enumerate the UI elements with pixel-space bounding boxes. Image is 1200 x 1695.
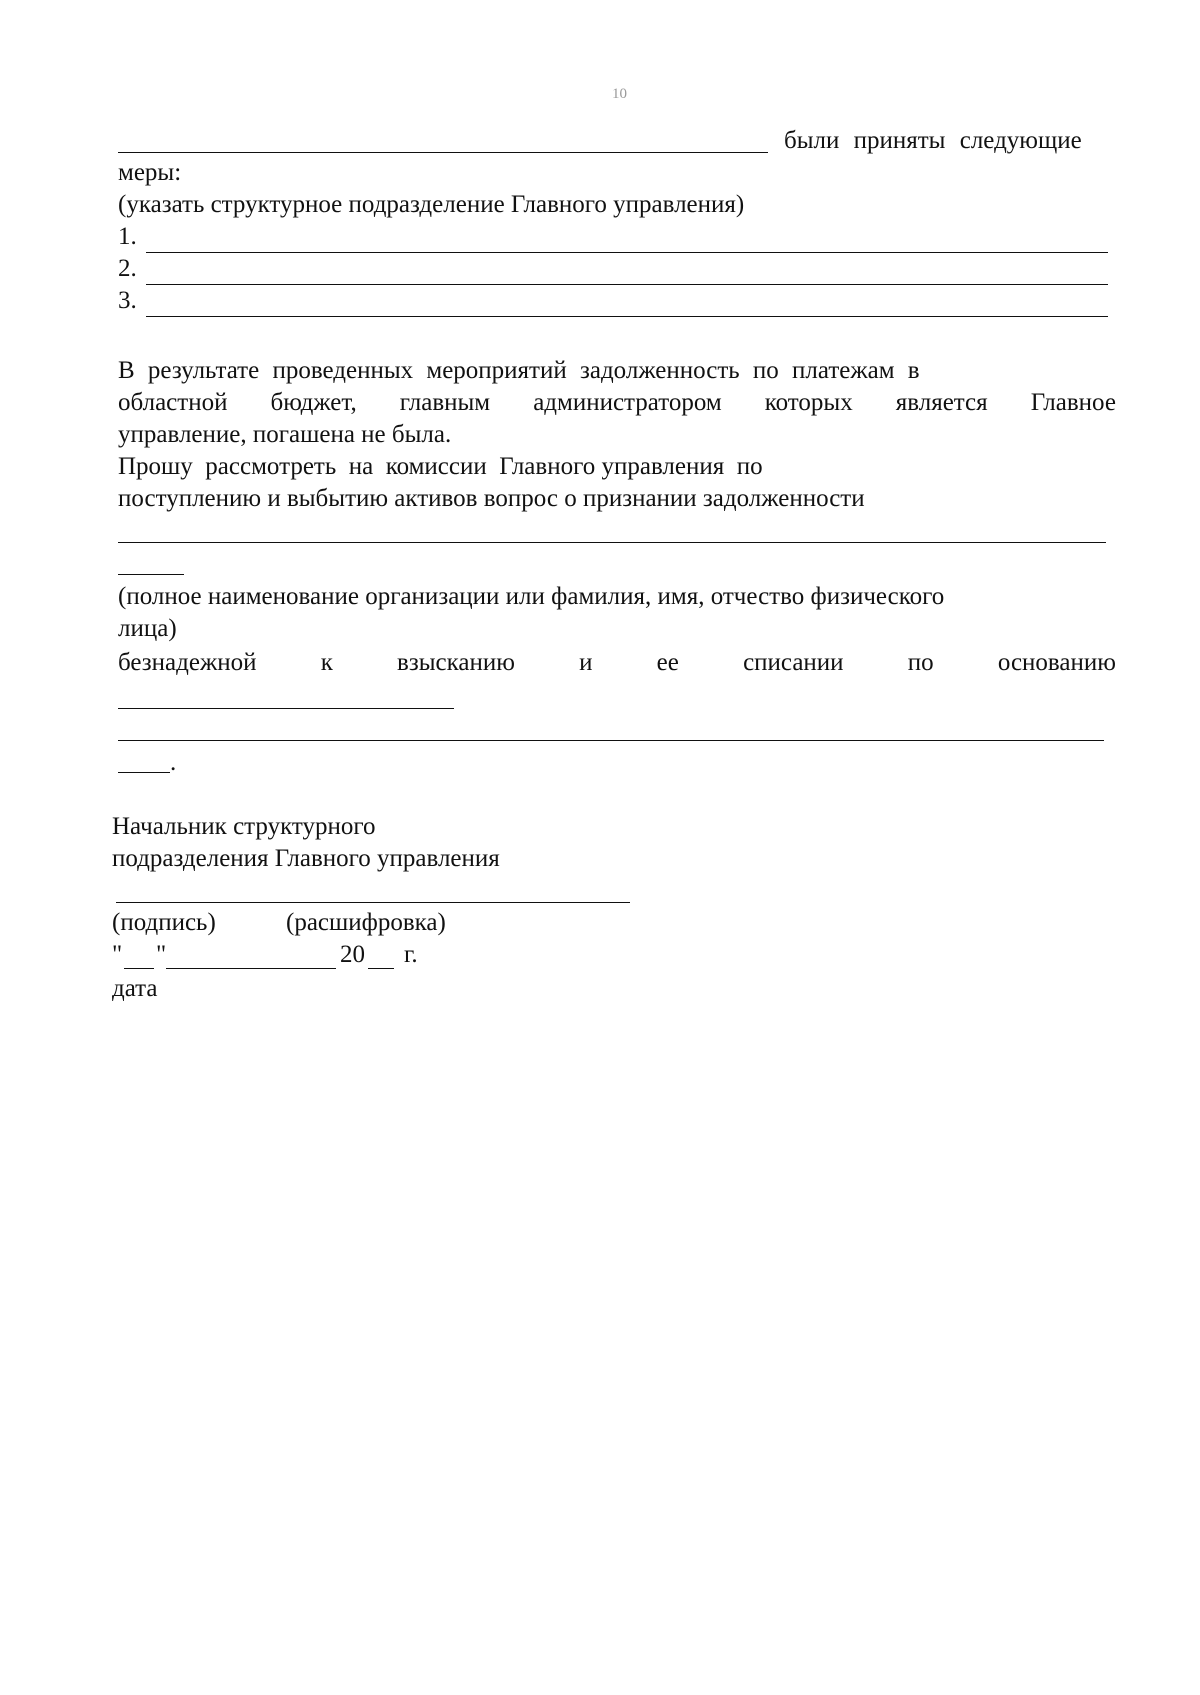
basis-word: и <box>579 649 593 676</box>
basis-word: по <box>907 649 934 676</box>
result-word: главным <box>399 389 491 416</box>
basis-word: основанию <box>997 649 1116 676</box>
signature-blank-line <box>116 902 630 903</box>
result-line-3: управление, погашена не была. <box>118 421 452 448</box>
signature-label: (подпись) <box>112 909 216 936</box>
measures-word: меры: <box>118 159 182 186</box>
date-close-quote: " <box>156 941 167 968</box>
date-open-quote: " <box>112 941 123 968</box>
date-label: дата <box>112 975 158 1002</box>
decode-label: (расшифровка) <box>286 909 446 936</box>
basis-blank-line-3 <box>118 772 170 773</box>
date-month-blank <box>166 968 336 969</box>
name-hint-line-2: лица) <box>118 615 177 642</box>
result-word: бюджет, <box>270 389 357 416</box>
result-word: областной <box>118 389 228 416</box>
signer-title-line-1: Начальник структурного <box>112 813 376 840</box>
basis-word: взысканию <box>397 649 515 676</box>
page-number: 10 <box>612 86 627 102</box>
list-item-line <box>146 316 1108 317</box>
result-line-2 <box>118 388 1116 418</box>
list-item-number: 3. <box>118 287 137 314</box>
result-word: Главное <box>1030 389 1116 416</box>
list-item-number: 2. <box>118 255 137 282</box>
list-item-line <box>146 284 1108 285</box>
basis-blank-line-2 <box>118 740 1104 741</box>
end-period: . <box>170 749 177 776</box>
list-item-number: 1. <box>118 223 137 250</box>
request-line-2: поступлению и выбытию активов вопрос о признании задолженности <box>118 485 865 512</box>
result-line-1: В результате проведенных мероприятий задолженность по платежам в <box>118 357 920 384</box>
measures-blank-line <box>118 152 768 153</box>
date-suffix: г. <box>404 941 418 968</box>
name-blank-line <box>118 542 1106 543</box>
result-word: которых <box>764 389 853 416</box>
measures-suffix: были приняты следующие <box>784 127 1082 154</box>
basis-word: ее <box>656 649 679 676</box>
result-word: администратором <box>533 389 722 416</box>
date-day-blank <box>124 968 154 969</box>
unit-hint: (указать структурное подразделение Главного управления) <box>118 191 745 218</box>
signer-title-line-2: подразделения Главного управления <box>112 845 500 872</box>
basis-word: к <box>320 649 333 676</box>
basis-line <box>118 648 1116 678</box>
list-item-line <box>146 252 1108 253</box>
date-year-blank <box>368 968 394 969</box>
basis-word: безнадежной <box>118 649 257 676</box>
result-word: является <box>895 389 988 416</box>
date-year: 20 <box>340 941 365 968</box>
basis-blank-line-1 <box>118 708 454 709</box>
basis-word: списании <box>743 649 844 676</box>
request-line-1: Прошу рассмотреть на комиссии Главного управления по <box>118 453 763 480</box>
name-hint-line-1: (полное наименование организации или фамилия, имя, отчество физического <box>118 583 945 610</box>
name-blank-line-tail <box>118 574 184 575</box>
